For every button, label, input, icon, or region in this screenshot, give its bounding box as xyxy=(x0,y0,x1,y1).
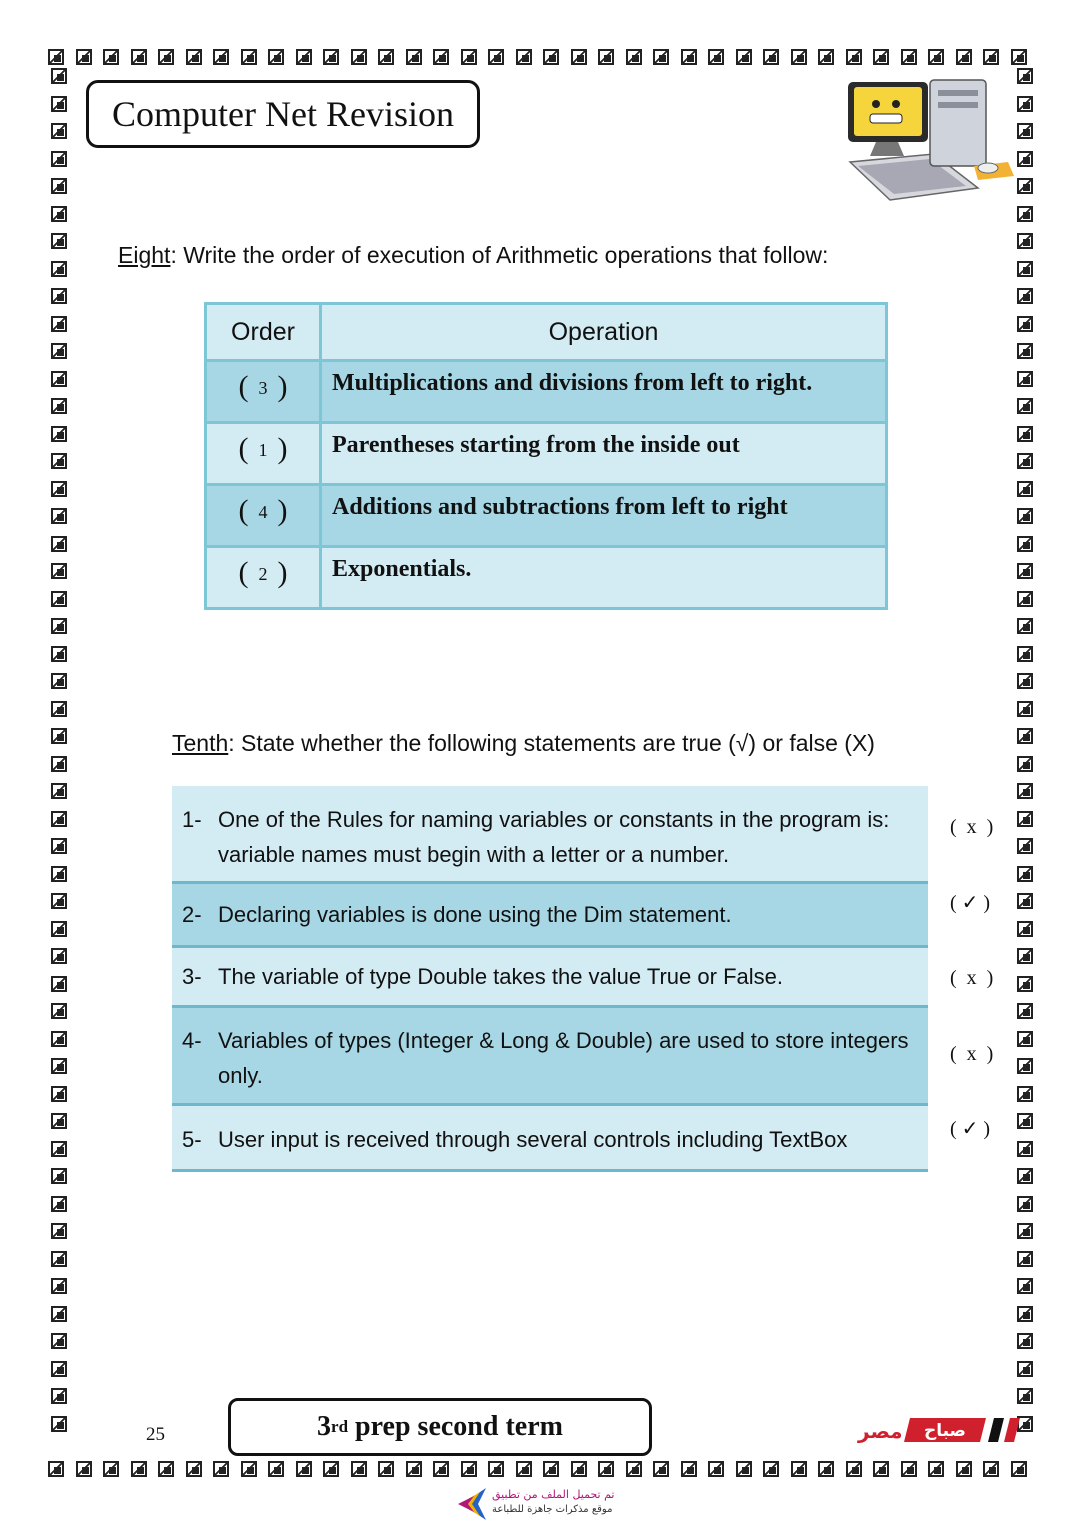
border-square-icon xyxy=(571,1461,587,1477)
border-square-icon xyxy=(1017,646,1033,662)
border-square-icon xyxy=(51,316,67,332)
border-square-icon xyxy=(488,49,504,65)
app-download-logo: تم تحميل الملف من تطبيق موقع مذكرات جاهزة للطباعة xyxy=(456,1486,606,1522)
border-bottom xyxy=(48,1458,1036,1480)
border-square-icon xyxy=(51,1388,67,1404)
border-square-icon xyxy=(873,49,889,65)
border-square-icon xyxy=(1017,866,1033,882)
border-square-icon xyxy=(51,536,67,552)
border-square-icon xyxy=(1017,1251,1033,1267)
border-square-icon xyxy=(51,1278,67,1294)
border-square-icon xyxy=(51,398,67,414)
border-square-icon xyxy=(51,1361,67,1377)
border-square-icon xyxy=(51,1306,67,1322)
border-square-icon xyxy=(1017,398,1033,414)
border-square-icon xyxy=(51,948,67,964)
border-square-icon xyxy=(736,49,752,65)
border-square-icon xyxy=(51,1333,67,1349)
table-row xyxy=(206,361,887,423)
border-square-icon xyxy=(296,1461,312,1477)
border-square-icon xyxy=(51,1251,67,1267)
svg-text:صباح: صباح xyxy=(923,1421,967,1441)
statement-text: User input is received through several controls including TextBox xyxy=(218,1127,848,1152)
border-square-icon xyxy=(378,1461,394,1477)
border-square-icon xyxy=(1017,728,1033,744)
border-square-icon xyxy=(1017,783,1033,799)
operation-cell: Multiplications and divisions from left to right. xyxy=(321,361,887,423)
border-square-icon xyxy=(51,1113,67,1129)
border-square-icon xyxy=(51,1223,67,1239)
border-square-icon xyxy=(1017,1388,1033,1404)
operation-cell: Additions and subtractions from left to right xyxy=(321,485,887,547)
page-number: 25 xyxy=(146,1424,165,1445)
border-square-icon xyxy=(1017,206,1033,222)
footer-term-label: 3 rd prep second term xyxy=(228,1398,652,1456)
answer-mark: ( x ) xyxy=(950,816,994,838)
border-square-icon xyxy=(51,1031,67,1047)
border-square-icon xyxy=(461,1461,477,1477)
border-square-icon xyxy=(51,206,67,222)
border-square-icon xyxy=(1017,288,1033,304)
border-square-icon xyxy=(736,1461,752,1477)
border-square-icon xyxy=(653,1461,669,1477)
computer-illustration-icon xyxy=(838,70,1016,204)
border-square-icon xyxy=(51,508,67,524)
border-square-icon xyxy=(51,123,67,139)
border-square-icon xyxy=(51,178,67,194)
border-square-icon xyxy=(51,921,67,937)
border-square-icon xyxy=(241,49,257,65)
operation-cell: Exponentials. xyxy=(321,547,887,609)
border-square-icon xyxy=(1017,1086,1033,1102)
border-square-icon xyxy=(51,591,67,607)
order-cell: ( 3 ) xyxy=(206,361,321,423)
border-square-icon xyxy=(51,811,67,827)
border-square-icon xyxy=(983,49,999,65)
border-square-icon xyxy=(1017,673,1033,689)
border-square-icon xyxy=(1017,343,1033,359)
border-square-icon xyxy=(1017,1058,1033,1074)
border-square-icon xyxy=(268,1461,284,1477)
table-row xyxy=(206,485,887,547)
border-square-icon xyxy=(1017,1196,1033,1212)
border-square-icon xyxy=(51,646,67,662)
border-square-icon xyxy=(1017,1113,1033,1129)
border-square-icon xyxy=(763,1461,779,1477)
border-square-icon xyxy=(51,1058,67,1074)
column-header-operation: Operation xyxy=(321,304,887,361)
border-square-icon xyxy=(708,49,724,65)
border-square-icon xyxy=(598,49,614,65)
section-eight-text: : Write the order of execution of Arithmetic operations that follow: xyxy=(170,242,829,268)
border-square-icon xyxy=(791,49,807,65)
border-square-icon xyxy=(1017,316,1033,332)
section-tenth-label: Tenth xyxy=(172,730,229,756)
border-square-icon xyxy=(51,701,67,717)
border-square-icon xyxy=(1017,1361,1033,1377)
border-square-icon xyxy=(51,1086,67,1102)
border-square-icon xyxy=(51,426,67,442)
border-square-icon xyxy=(1017,123,1033,139)
border-square-icon xyxy=(516,49,532,65)
border-square-icon xyxy=(846,1461,862,1477)
list-item: 1- One of the Rules for naming variables or constants in the program is: variable names must begin with a letter or a number. xyxy=(172,786,928,884)
list-item: 5- User input is received through several controls including TextBox xyxy=(172,1106,928,1172)
operations-order-table xyxy=(204,302,888,610)
border-square-icon xyxy=(51,343,67,359)
svg-text:مصر: مصر xyxy=(858,1419,903,1443)
border-square-icon xyxy=(488,1461,504,1477)
border-square-icon xyxy=(983,1461,999,1477)
border-square-icon xyxy=(51,976,67,992)
order-cell: ( 2 ) xyxy=(206,547,321,609)
border-square-icon xyxy=(433,49,449,65)
list-item: 2- Declaring variables is done using the Dim statement. xyxy=(172,884,928,948)
border-square-icon xyxy=(598,1461,614,1477)
border-square-icon xyxy=(1017,233,1033,249)
border-square-icon xyxy=(51,673,67,689)
border-square-icon xyxy=(846,49,862,65)
border-square-icon xyxy=(323,49,339,65)
border-square-icon xyxy=(433,1461,449,1477)
border-square-icon xyxy=(76,1461,92,1477)
border-right xyxy=(1014,68,1036,1458)
border-square-icon xyxy=(51,233,67,249)
border-square-icon xyxy=(1017,481,1033,497)
statement-text: Declaring variables is done using the Dim statement. xyxy=(218,902,732,927)
border-square-icon xyxy=(1017,838,1033,854)
border-square-icon xyxy=(51,728,67,744)
answer-mark: ( x ) xyxy=(950,1043,994,1065)
border-square-icon xyxy=(1011,49,1027,65)
border-square-icon xyxy=(186,49,202,65)
chevron-logo-icon xyxy=(456,1486,490,1522)
border-square-icon xyxy=(653,49,669,65)
border-square-icon xyxy=(818,49,834,65)
border-square-icon xyxy=(1017,371,1033,387)
border-square-icon xyxy=(48,49,64,65)
border-square-icon xyxy=(1017,756,1033,772)
border-square-icon xyxy=(351,1461,367,1477)
border-square-icon xyxy=(51,151,67,167)
border-square-icon xyxy=(928,49,944,65)
border-square-icon xyxy=(626,1461,642,1477)
section-tenth-heading xyxy=(172,730,875,757)
border-square-icon xyxy=(626,49,642,65)
border-square-icon xyxy=(1017,261,1033,277)
border-square-icon xyxy=(131,49,147,65)
border-square-icon xyxy=(51,96,67,112)
border-square-icon xyxy=(51,453,67,469)
border-square-icon xyxy=(1017,536,1033,552)
order-cell: ( 1 ) xyxy=(206,423,321,485)
border-square-icon xyxy=(51,1196,67,1212)
border-square-icon xyxy=(1017,1333,1033,1349)
border-square-icon xyxy=(51,68,67,84)
border-square-icon xyxy=(51,563,67,579)
border-square-icon xyxy=(1017,1278,1033,1294)
answer-mark: ( ✓ ) xyxy=(950,892,991,914)
border-square-icon xyxy=(1017,893,1033,909)
border-square-icon xyxy=(51,1416,67,1432)
border-square-icon xyxy=(708,1461,724,1477)
border-square-icon xyxy=(1017,1031,1033,1047)
border-square-icon xyxy=(571,49,587,65)
border-square-icon xyxy=(901,49,917,65)
border-square-icon xyxy=(51,866,67,882)
border-square-icon xyxy=(1017,1223,1033,1239)
border-square-icon xyxy=(51,371,67,387)
border-square-icon xyxy=(1017,68,1033,84)
statements-list xyxy=(172,786,928,1172)
border-square-icon xyxy=(461,49,477,65)
answer-mark: ( x ) xyxy=(950,967,994,989)
order-cell: ( 4 ) xyxy=(206,485,321,547)
border-square-icon xyxy=(158,49,174,65)
border-square-icon xyxy=(51,756,67,772)
border-square-icon xyxy=(103,49,119,65)
border-square-icon xyxy=(873,1461,889,1477)
list-item: 4- Variables of types (Integer & Long & Double) are used to store integers only. xyxy=(172,1008,928,1106)
border-square-icon xyxy=(268,49,284,65)
brand-logo xyxy=(856,1414,1032,1446)
section-eight-label: Eight xyxy=(118,242,171,268)
statement-text: The variable of type Double takes the value True or False. xyxy=(218,964,783,989)
border-square-icon xyxy=(1017,453,1033,469)
border-square-icon xyxy=(51,838,67,854)
border-square-icon xyxy=(543,49,559,65)
border-square-icon xyxy=(51,481,67,497)
table-row xyxy=(206,547,887,609)
border-square-icon xyxy=(791,1461,807,1477)
border-square-icon xyxy=(681,49,697,65)
border-square-icon xyxy=(51,618,67,634)
border-square-icon xyxy=(51,261,67,277)
border-square-icon xyxy=(213,1461,229,1477)
border-square-icon xyxy=(213,49,229,65)
section-eight-heading xyxy=(118,242,828,269)
border-square-icon xyxy=(1017,151,1033,167)
border-square-icon xyxy=(48,1461,64,1477)
border-square-icon xyxy=(103,1461,119,1477)
border-square-icon xyxy=(378,49,394,65)
table-header-row xyxy=(206,304,887,361)
border-top xyxy=(48,46,1036,68)
border-square-icon xyxy=(1011,1461,1027,1477)
border-square-icon xyxy=(351,49,367,65)
border-square-icon xyxy=(901,1461,917,1477)
border-square-icon xyxy=(681,1461,697,1477)
border-square-icon xyxy=(1017,948,1033,964)
border-square-icon xyxy=(1017,508,1033,524)
section-tenth-text: : State whether the following statements are true (√) or false (X) xyxy=(228,730,875,756)
border-square-icon xyxy=(186,1461,202,1477)
border-square-icon xyxy=(51,893,67,909)
border-square-icon xyxy=(51,1141,67,1157)
border-square-icon xyxy=(516,1461,532,1477)
statement-text: Variables of types (Integer & Long & Double) are used to store integers only. xyxy=(218,1028,909,1088)
border-square-icon xyxy=(956,1461,972,1477)
border-square-icon xyxy=(1017,426,1033,442)
border-square-icon xyxy=(323,1461,339,1477)
border-square-icon xyxy=(1017,178,1033,194)
border-square-icon xyxy=(296,49,312,65)
border-square-icon xyxy=(928,1461,944,1477)
border-square-icon xyxy=(1017,811,1033,827)
border-square-icon xyxy=(1017,976,1033,992)
border-square-icon xyxy=(241,1461,257,1477)
border-square-icon xyxy=(1017,618,1033,634)
table-row xyxy=(206,423,887,485)
border-square-icon xyxy=(51,783,67,799)
border-square-icon xyxy=(1017,1141,1033,1157)
answer-mark: ( ✓ ) xyxy=(950,1118,991,1140)
list-item: 3- The variable of type Double takes the value True or False. xyxy=(172,948,928,1008)
border-square-icon xyxy=(51,1003,67,1019)
border-square-icon xyxy=(763,49,779,65)
border-square-icon xyxy=(1017,1003,1033,1019)
border-square-icon xyxy=(158,1461,174,1477)
border-square-icon xyxy=(51,288,67,304)
operation-cell: Parentheses starting from the inside out xyxy=(321,423,887,485)
border-square-icon xyxy=(406,1461,422,1477)
border-square-icon xyxy=(51,1168,67,1184)
border-square-icon xyxy=(1017,96,1033,112)
border-square-icon xyxy=(406,49,422,65)
border-square-icon xyxy=(1017,1168,1033,1184)
border-square-icon xyxy=(131,1461,147,1477)
border-square-icon xyxy=(1017,701,1033,717)
border-square-icon xyxy=(1017,591,1033,607)
statement-text: One of the Rules for naming variables or constants in the program is: variable names must begin with a letter or a number. xyxy=(218,807,890,867)
page-title: Computer Net Revision xyxy=(86,80,480,148)
border-square-icon xyxy=(818,1461,834,1477)
border-square-icon xyxy=(1017,1306,1033,1322)
border-square-icon xyxy=(76,49,92,65)
border-square-icon xyxy=(956,49,972,65)
border-square-icon xyxy=(543,1461,559,1477)
column-header-order: Order xyxy=(206,304,321,361)
border-left xyxy=(48,68,70,1458)
border-square-icon xyxy=(1017,921,1033,937)
border-square-icon xyxy=(1017,563,1033,579)
